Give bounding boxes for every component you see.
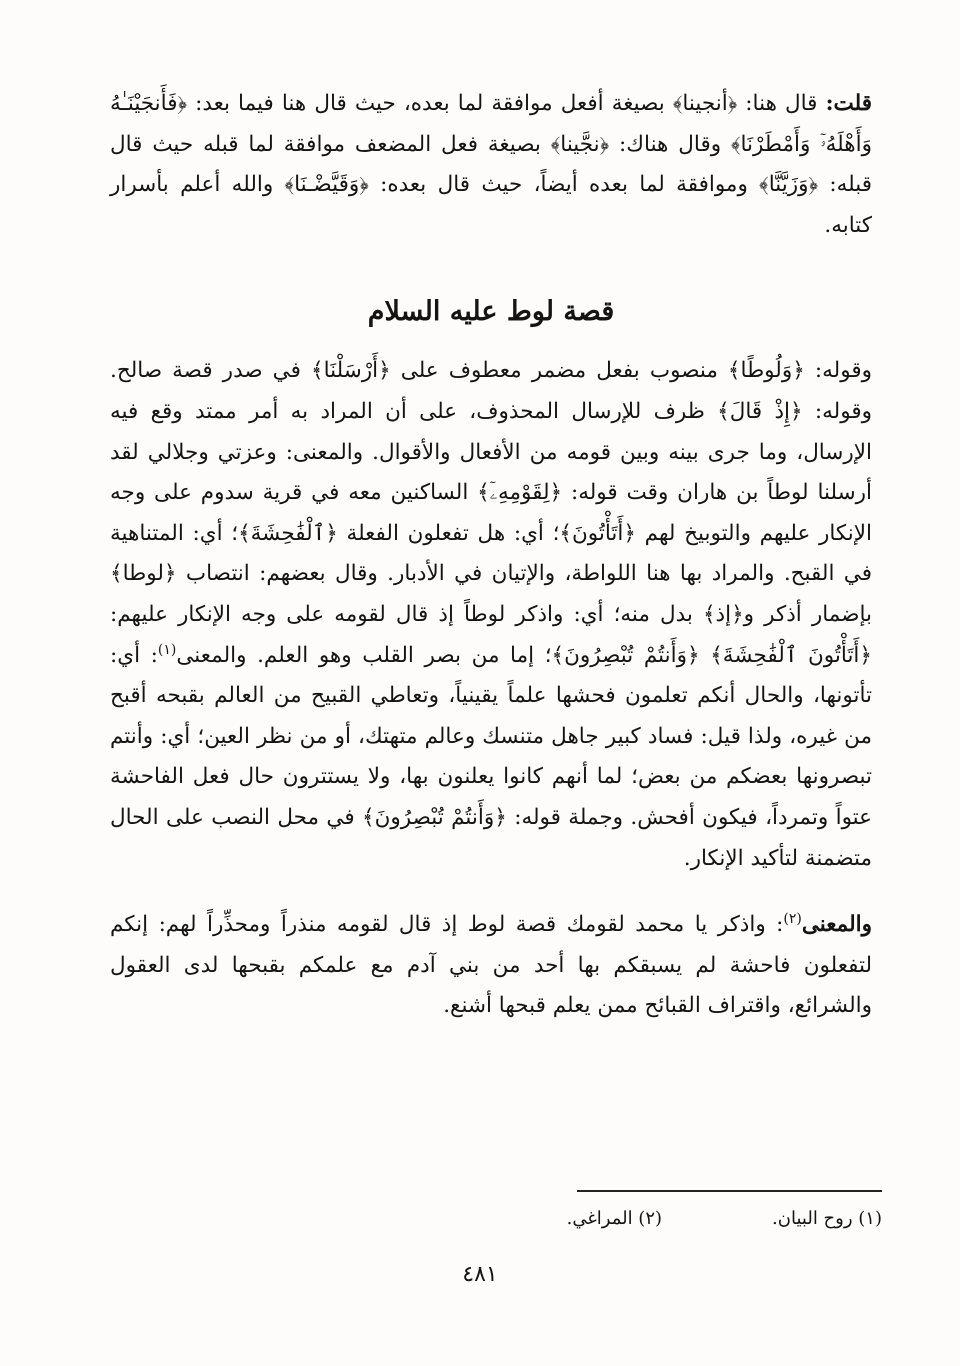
paragraph-3-text: : واذكر يا محمد لقومك قصة لوط إذ قال لقومه منذراً ومحذِّراً لهم: إنكم لتفعلون فاحشة لم يسبقكم بها أحد من بني آدم مع علمكم بقبحها لدى العقول والشرائع، واقتراف القبائح ممن يعلم قبحها أشنع. <box>110 912 872 1019</box>
footnote-1: (١) روح البيان. <box>772 1208 882 1229</box>
paragraph-2-text-b: : أي: تأتونها، والحال أنكم تعلمون فحشها علماً يقينياً، وتعاطي القبيح من العالم بقبحه أقبح من غيره، ولذا قيل: فساد كبير جاهل متنسك وعالم متهتك، أو من نظر العين؛ أي: وأنتم تبصرونها بعضكم من بعض؛ لما أنهم كانوا يعلنون بها، ولا يستترون حال فعل الفاحشة عتواً وتمرداً، فيكون أفحش. وجملة قوله: ﴿وَأَنتُمْ تُبْصِرُونَ﴾ في محل النصب على الحال متضمنة لتأكيد الإنكار. <box>110 642 872 871</box>
footnote-divider <box>577 1190 882 1192</box>
footnotes <box>322 1208 882 1229</box>
paragraph-2-text-a: وقوله: ﴿وَلُوطًا﴾ منصوب بفعل مضمر معطوف على ﴿أَرْسَلْنَا﴾ في صدر قصة صالح. وقوله: ﴿إِذْ قَالَ﴾ ظرف للإرسال المحذوف، على أن المراد به أمر ممتد وقع فيه الإرسال، وما جرى بينه وبين قومه من الأفعال والأقوال. والمعنى: وعزتي وجلالي لقد أرسلنا لوطاً بن هاران وقت قوله: ﴿لِقَوْمِهِۦٓ﴾ الساكنين معه في قرية سدوم على وجه الإنكار عليهم والتوبيخ لهم ﴿أَتَأْتُونَ﴾؛ أي: هل تفعلون الفعلة ﴿ٱلْفَٰحِشَةَ﴾؛ أي: المتناهية في القبح. والمراد بها هنا اللواطة، والإتيان في الأدبار. وقال بعضهم: انتصاب ﴿لوطا﴾ بإضمار أذكر و﴿إذ﴾ بدل منه؛ أي: واذكر لوطاً إذ قال لقومه على وجه الإنكار عليهم: ﴿أَتَأْتُونَ ٱلْفَٰحِشَةَ﴾ ﴿وَأَنتُمْ تُبْصِرُونَ﴾؛ إما من بصر القلب وهو العلم. والمعنى <box>110 358 872 668</box>
section-heading: قصة لوط عليه السلام <box>367 296 615 328</box>
footnote-marker-1: (١) <box>157 641 177 658</box>
paragraph-3-lead: والمعنى <box>801 912 872 938</box>
paragraph-2 <box>110 351 872 879</box>
page-number: ٤٨١ <box>462 1262 498 1287</box>
footnote-marker-2: (٢) <box>783 910 802 927</box>
paragraph-3 <box>110 905 872 1027</box>
paragraph-1 <box>110 84 872 246</box>
footnote-2: (٢) المراغي. <box>566 1208 663 1229</box>
paragraph-1-lead: قلت: <box>825 91 873 116</box>
paragraph-1-text: قال هنا: ﴿أنجينا﴾ بصيغة أفعل موافقة لما بعده، حيث قال هنا فيما بعد: ﴿فَأَنجَيْنَـٰهُ وَأَهْلَهُۥٓ وَأَمْطَرْنَا﴾ وقال هناك: ﴿نجَّينا﴾ بصيغة فعل المضعف موافقة لما قبله حيث قال قبله: ﴿وَزَيَّنَّا﴾ وموافقة لما بعده أيضاً، حيث قال بعده: ﴿وَقَيَّضْـنَا﴾ والله أعلم بأسرار كتابه. <box>110 91 872 238</box>
